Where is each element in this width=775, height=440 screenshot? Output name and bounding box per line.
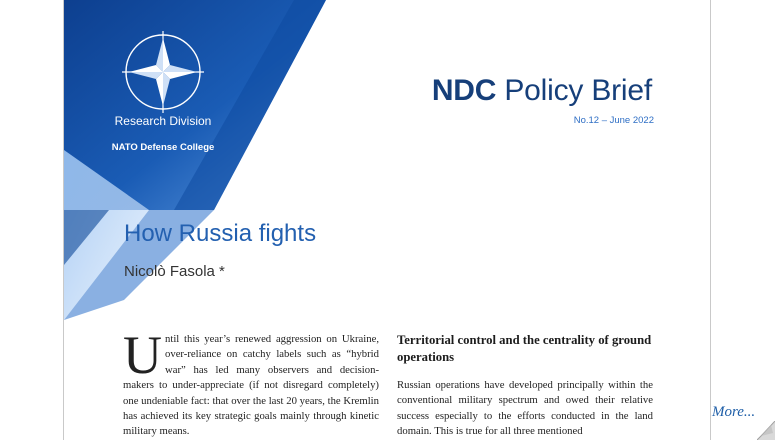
org-college: NATO Defense College (111, 142, 215, 153)
document-page (63, 0, 711, 440)
page-curl-icon[interactable] (757, 421, 775, 440)
series-acronym: NDC (431, 74, 497, 107)
section-paragraph: Russian operations have developed principally within the conventional military spectrum and owed their relative success especially to the efforts conducted in the land domain. This is true for all three mentioned (397, 379, 653, 438)
series-title (432, 74, 652, 108)
drop-cap: U (123, 325, 162, 385)
org-name: Research Division (114, 114, 212, 128)
intro-paragraph: ntil this year’s renewed aggression on Ukraine, over-reliance on catchy labels such as “hybrid war” has led many observers and decision-makers to under-appreciate (if not disregard completely) one undeniable fact: that over the last 20 years, the Kremlin has achieved its key strategic goals mainly through kinetic military means. (123, 333, 379, 438)
section-column (397, 332, 653, 440)
series-name: Policy Brief (496, 74, 652, 107)
article-author: Nicolò Fasola * (124, 263, 225, 280)
section-heading: Territorial control and the centrality of ground operations (397, 333, 652, 364)
intro-column (123, 325, 379, 440)
more-link[interactable]: More... (712, 404, 756, 420)
article-title: How Russia fights (124, 220, 317, 247)
issue-date: No.12 – June 2022 (573, 115, 654, 126)
nato-star-icon (121, 30, 205, 114)
